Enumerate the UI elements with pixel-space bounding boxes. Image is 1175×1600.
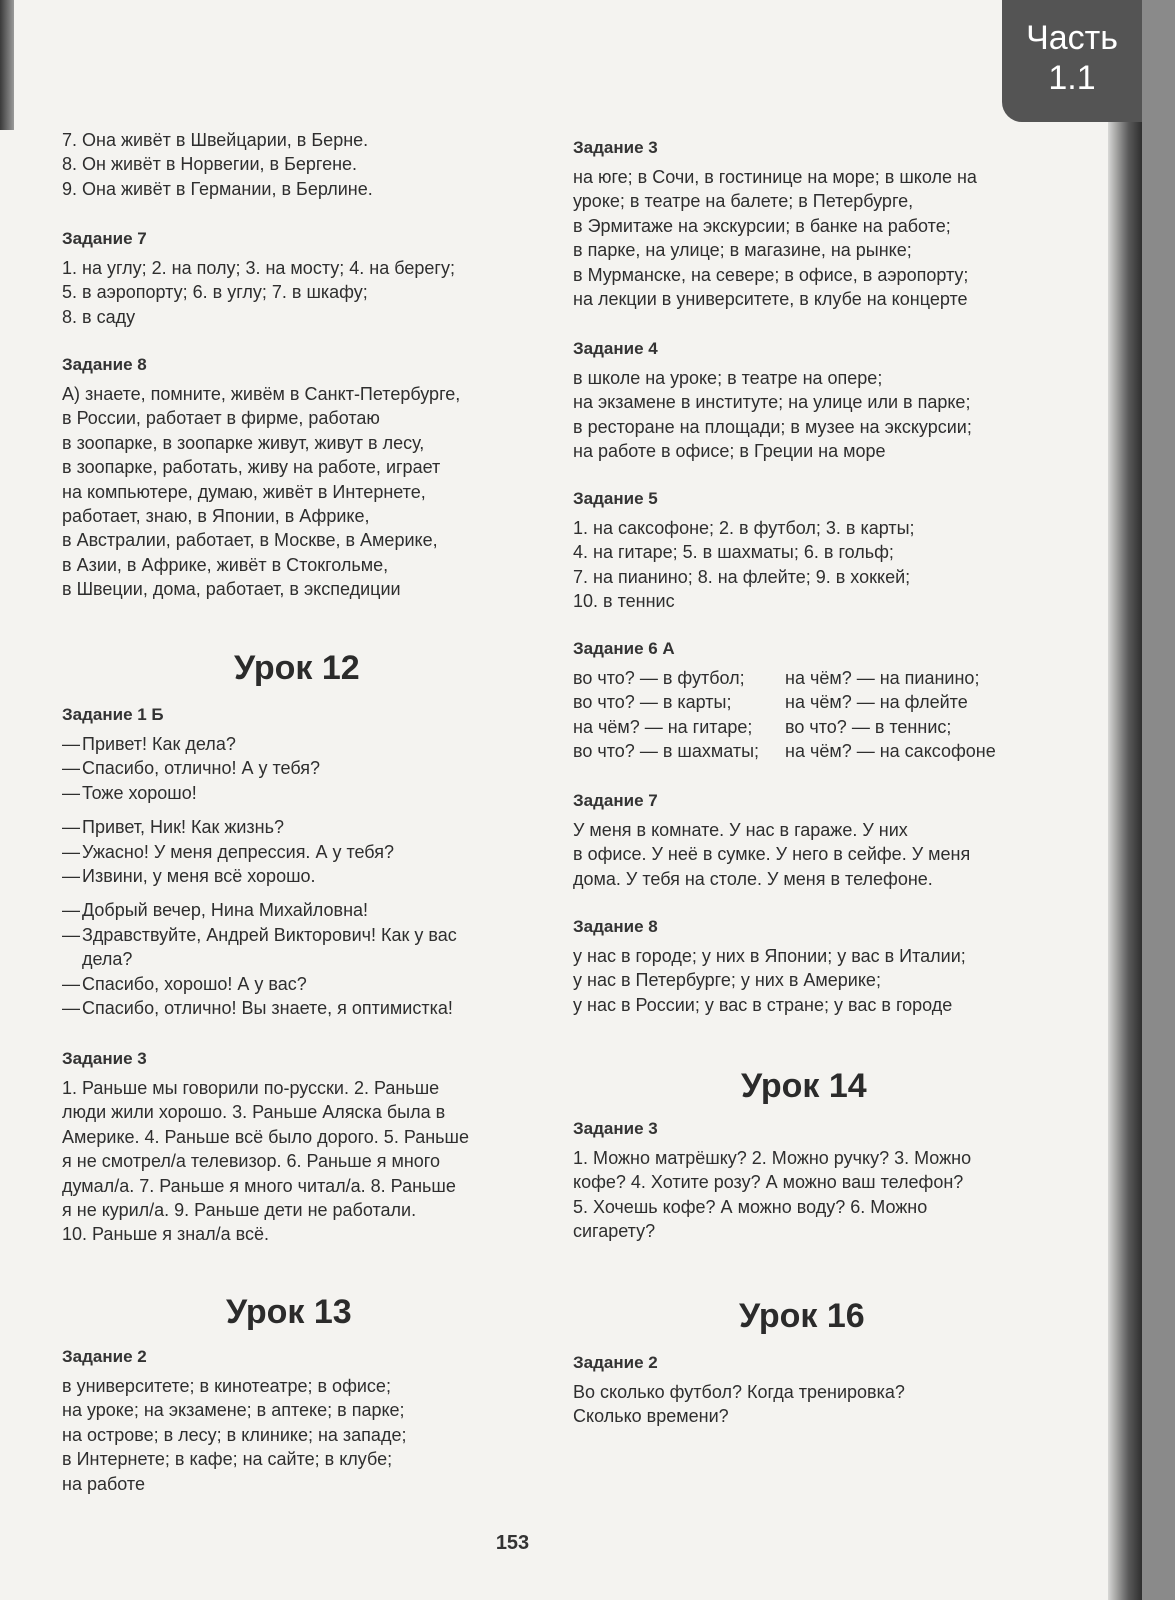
answer-line: работает, знаю, в Японии, в Африке, (62, 506, 370, 527)
answer-line: на работе в офисе; в Греции на море (573, 441, 886, 462)
dialog-line: — Тоже хорошо! (62, 781, 552, 805)
part-tab (1002, 0, 1142, 122)
answer-line: на компьютере, думаю, живёт в Интернете, (62, 481, 426, 502)
dialog-line: — Извини, у меня всё хорошо. (62, 864, 552, 888)
dash: — (62, 782, 80, 803)
answer-line: кофе? 4. Хотите розу? А можно ваш телефон? (573, 1172, 964, 1193)
answer-line: в Австралии, работает, в Москве, в Америке, (62, 530, 438, 551)
task-answers (573, 944, 1073, 1017)
answer-line: в Интернете; в кафе; на сайте; в клубе; (62, 1449, 393, 1470)
task-title: Задание 7 (573, 791, 658, 810)
lesson-13-task-2 (62, 1346, 552, 1496)
dash: — (62, 973, 80, 994)
answer-line: люди жили хорошо. 3. Раньше Аляска была в (62, 1102, 446, 1123)
grid-row: на чём? — на гитаре; во что? — в теннис; (573, 716, 952, 737)
answer-line: в Азии, в Африке, живёт в Стокгольме, (62, 554, 389, 575)
answer-line: 1. Раньше мы говорили по-русски. 2. Раньше (62, 1078, 440, 1098)
task-title: Задание 4 (573, 339, 658, 358)
task-5-right (573, 488, 1073, 614)
answer-line: А) знаете, помните, живём в Санкт-Петербурге, (62, 384, 461, 404)
lesson-16-heading: Урок 16 (739, 1297, 865, 1335)
lesson-13-heading: Урок 13 (226, 1293, 352, 1331)
lesson-16-task-2 (573, 1352, 1073, 1429)
task-answers (573, 1380, 1073, 1429)
answer-line: дома. У тебя на столе. У меня в телефоне. (573, 868, 933, 889)
dialog-line: — Здравствуйте, Андрей Викторович! Как у вас (62, 923, 552, 947)
answer-line: в офисе. У неё в сумке. У него в сейфе. У меня (573, 844, 971, 865)
page-number: 153 (495, 1532, 530, 1554)
task-title: Задание 3 (573, 138, 658, 157)
dialog-line: — Спасибо, хорошо! А у вас? (62, 972, 552, 996)
task-answers (573, 516, 1073, 614)
question-answer-grid (573, 666, 1073, 764)
answer-line: У меня в комнате. У нас в гараже. У них (573, 820, 908, 840)
answer-line: в университете; в кинотеатре; в офисе; (62, 1376, 391, 1396)
answer-line: у нас в Петербурге; у них в Америке; (573, 970, 881, 991)
dash: — (62, 924, 80, 945)
task-6a-right (573, 638, 1073, 764)
answer-line: в школе на уроке; в театре на опере; (573, 368, 883, 388)
task-title: Задание 5 (573, 489, 658, 508)
answer-line: 4. на гитаре; 5. в шахматы; 6. в гольф; (573, 542, 894, 563)
task-title: Задание 3 (573, 1119, 658, 1138)
answer-line: 10. в теннис (573, 591, 675, 612)
answer-line: на работе (62, 1473, 145, 1494)
task-title: Задание 1 Б (62, 705, 164, 724)
answer-line: Сколько времени? (573, 1406, 729, 1427)
answer-line: в зоопарке, работать, живу на работе, играет (62, 457, 441, 478)
dialog-line: — Спасибо, отлично! А у тебя? (62, 756, 552, 780)
dash: — (62, 900, 80, 921)
intro-lines (62, 128, 552, 201)
answer-line: уроке; в театре на балете; в Петербурге, (573, 191, 914, 212)
dialogs (62, 732, 552, 1020)
answer-line: 9. Она живёт в Германии, в Берлине. (62, 178, 373, 199)
task-8-right (573, 916, 1073, 1017)
part-number: 1.1 (1048, 59, 1096, 97)
dialog-line: — Привет, Ник! Как жизнь? (62, 815, 552, 839)
task-7-right (573, 790, 1073, 891)
answer-line: у нас в городе; у них в Японии; у вас в Италии; (573, 946, 966, 966)
dash: — (62, 758, 80, 779)
answer-line: 7. на пианино; 8. на флейте; 9. в хоккей; (573, 566, 911, 587)
answer-line: 7. Она живёт в Швейцарии, в Берне. (62, 130, 369, 150)
answer-line: 1. на углу; 2. на полу; 3. на мосту; 4. на берегу; (62, 258, 455, 278)
task-title: Задание 2 (573, 1353, 658, 1372)
grid-row: во что? — в карты; на чём? — на флейте (573, 692, 968, 713)
task-answers (573, 818, 1073, 891)
answer-line: в парке, на улице; в магазине, на рынке; (573, 240, 912, 261)
answer-line: 1. Можно матрёшку? 2. Можно ручку? 3. Можно (573, 1148, 972, 1168)
task-answers (62, 1076, 552, 1247)
dialog-line: дела? (82, 949, 133, 970)
dash: — (62, 817, 80, 838)
grid-row: во что? — в футбол; на чём? — на пианино; (573, 668, 980, 688)
task-7-left (62, 228, 552, 329)
task-title: Задание 8 (62, 355, 147, 374)
lesson-14-task-3 (573, 1118, 1073, 1244)
answer-line: на экзамене в институте; на улице или в парке; (573, 392, 971, 413)
grid-row: во что? — в шахматы; на чём? — на саксофоне (573, 741, 996, 762)
lesson-12-task-3 (62, 1048, 552, 1247)
answer-line: 5. в аэропорту; 6. в углу; 7. в шкафу; (62, 282, 368, 303)
task-3-right (573, 137, 1073, 311)
answer-line: 8. в саду (62, 306, 136, 327)
answer-line: в Эрмитаже на экскурсии; в банке на работе; (573, 215, 951, 236)
answer-line: на юге; в Сочи, в гостинице на море; в школе на (573, 167, 977, 187)
task-answers (62, 382, 552, 602)
answer-line: в зоопарке, в зоопарке живут, живут в лесу, (62, 432, 425, 453)
answer-line: я не смотрел/а телевизор. 6. Раньше я много (62, 1151, 440, 1172)
task-title: Задание 7 (62, 229, 147, 248)
task-answers (573, 1146, 1073, 1244)
answer-line: 5. Хочешь кофе? А можно воду? 6. Можно (573, 1196, 928, 1217)
task-answers (573, 366, 1073, 464)
answer-line: в ресторане на площади; в музее на экскурсии; (573, 416, 972, 437)
answer-line: в Мурманске, на севере; в офисе, в аэропорту; (573, 264, 969, 285)
task-title: Задание 6 А (573, 639, 675, 658)
answer-line: у нас в России; у вас в стране; у вас в городе (573, 994, 953, 1015)
answer-line: 1. на саксофоне; 2. в футбол; 3. в карты; (573, 518, 915, 538)
task-title: Задание 8 (573, 917, 658, 936)
lesson-12-heading: Урок 12 (234, 649, 360, 687)
answer-line: я не курил/а. 9. Раньше дети не работали. (62, 1200, 417, 1221)
dialog-group (62, 898, 552, 1020)
dash: — (62, 998, 80, 1019)
task-title: Задание 3 (62, 1049, 147, 1068)
dialog-line: — Спасибо, отлично! Вы знаете, я оптимистка! (62, 996, 552, 1020)
answer-line: 10. Раньше я знал/а всё. (62, 1224, 270, 1245)
dash: — (62, 734, 80, 754)
answer-line: на острове; в лесу; в клинике; на западе; (62, 1424, 407, 1445)
dialog-line: — Ужасно! У меня депрессия. А у тебя? (62, 840, 552, 864)
dialog-line: — Привет! Как дела? (62, 732, 552, 756)
task-answers (62, 1374, 552, 1496)
task-title: Задание 2 (62, 1347, 147, 1366)
answer-line: на лекции в университете, в клубе на концерте (573, 289, 968, 310)
lesson-14-heading: Урок 14 (741, 1067, 867, 1105)
intro-answers (62, 128, 552, 201)
task-answers (62, 256, 552, 329)
dialog-line: — Добрый вечер, Нина Михайловна! (62, 898, 552, 922)
lesson-12-task-1b (62, 704, 552, 1030)
answer-line: думал/а. 7. Раньше я много читал/а. 8. Раньше (62, 1175, 456, 1196)
book-spine-shadow (0, 0, 14, 130)
task-4-right (573, 338, 1073, 464)
dash: — (62, 866, 80, 887)
answer-line: в России, работает в фирме, работаю (62, 408, 380, 429)
dialog-group (62, 732, 552, 805)
answer-line: сигарету? (573, 1221, 656, 1242)
answer-line: в Швеции, дома, работает, в экспедиции (62, 579, 401, 600)
answer-line: на уроке; на экзамене; в аптеке; в парке; (62, 1400, 405, 1421)
dash: — (62, 841, 80, 862)
task-answers (573, 165, 1073, 311)
answer-line: Америке. 4. Раньше всё было дорого. 5. Раньше (62, 1126, 470, 1147)
part-word: Часть (1026, 19, 1118, 57)
task-8-left (62, 354, 552, 602)
page-edge-shadow (1108, 0, 1142, 1600)
answer-line: 8. Он живёт в Норвегии, в Бергене. (62, 154, 358, 175)
answer-line: Во сколько футбол? Когда тренировка? (573, 1382, 905, 1402)
dialog-group (62, 815, 552, 888)
